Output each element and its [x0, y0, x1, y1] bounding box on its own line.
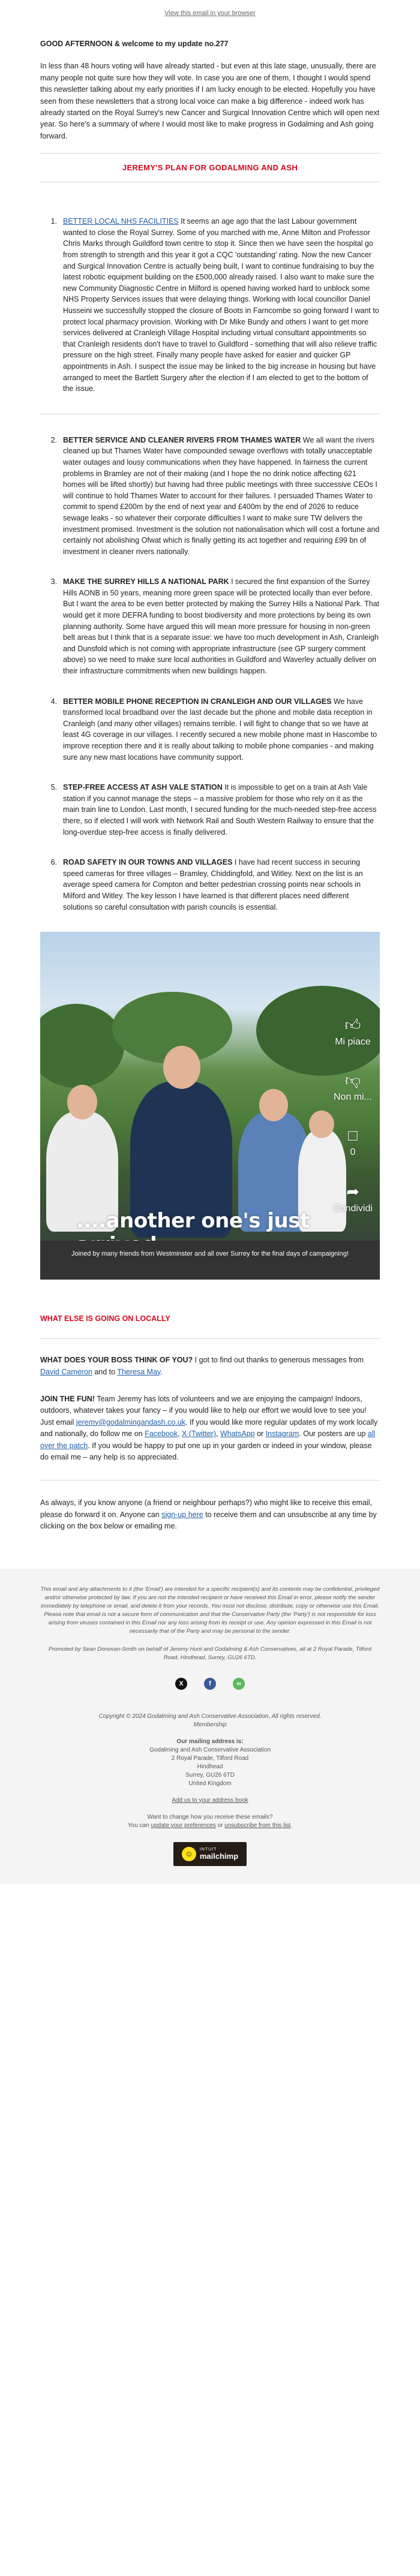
disclaimer: This email and any attachments to it (the 'Email') are intended for a specific recipient(s) and its contents may be confidential, privileged and/or otherwise protected by law. If you are not the intended recipient or have received this Email in error, please notify the sender immediately by telephone or email, and delete it from your records. You must not disclose, distribute, copy or otherwise use this Email. Please note that email is not a secure form of communication and that the Conservative Party (the 'Party') is not responsible for loss arising from viruses contained in this Email nor any loss arising from its receipt or use. Any opinion expressed in this Email is not necessarily that of the Party and may be personal to the sender.	[40, 1585, 380, 1635]
signup-link[interactable]: sign-up here	[161, 1510, 203, 1519]
plan-item-body: We have transformed local broadband over the last decade but the phone and mobile data reception in Cranleigh (and many other villages) remains terrible. I will fight to change that so we have at least 4G coverage in our villages. I recently secured a new mobile phone mast in Hascombe to improve reception there and it is really about talking to mobile phone companies - and making sure any new mast locations have community support.	[63, 697, 377, 762]
plan-item-body: We all want the rivers cleaned up but Thames Water have compounded sewage overflows with totally unacceptable water outages and lousy communications when they have happened. In fairness the current problems in Bramley are not of their making (and I hope the no drink notice affecting 621 homes will be lifted shortly) but having had three public meetings with three successive CEOs I will continue to hold Thames Water to account for their failures. I persuaded Thames Water to commit to spend £200m by the end of next year and £400m by the end of 2026 to reduce sewage leaks - so whatever their corporate difficulties I want to make sure TW delivers the investment promised. Investment is the solution not nationalisation which will cost a fortune and certainly not abolishing Ofwat which is finally getting its act together and requiring £99 bn of investment in cleaner rivers nationally.	[63, 435, 380, 556]
address-line: Godalming and Ash Conservative Association	[149, 1746, 271, 1753]
join-text: ,	[178, 1430, 182, 1439]
closing-paragraph	[40, 1497, 380, 1532]
plan-list	[40, 216, 380, 913]
join-paragraph	[40, 1394, 380, 1463]
email-link[interactable]: jeremy@godalmingandash.co.uk	[76, 1418, 185, 1427]
posters-link[interactable]: all over the patch	[40, 1430, 376, 1450]
plan-item	[40, 782, 380, 838]
video-overlay-text: ....another one's just	[76, 1209, 310, 1233]
plan-item-body: I secured the first expansion of the Surrey Hills AONB in 50 years, meaning more green space will be protected locally than ever before. But I want the area to be even better protected by making the Surrey Hills a National Park. That would get it more DEFRA funding to boost biodiversity and more protections by being its own planning authority. Some have argued this will mean more pressure for housing in non-green belt areas but I think that is a separate issue: we have too much development in Ash, Cranleigh and Dunsfold which is not coming with appropriate infrastructure (see GP surgery comment above) so we need to make sure local authorities in Guildford and Waverley actually deliver on their infrastructure commitments when new buildings happen.	[63, 577, 380, 676]
plan-item-heading: MAKE THE SURREY HILLS A NATIONAL PARK	[63, 577, 229, 586]
address-book-row	[40, 1796, 380, 1805]
plan-item	[40, 696, 380, 763]
comments-count: 0	[350, 1147, 356, 1158]
else-heading: WHAT ELSE IS GOING ON LOCALLY	[40, 1314, 170, 1323]
thumbs-up-icon: 👍︎	[344, 1016, 361, 1034]
plan-item	[40, 216, 380, 395]
spacer	[40, 1788, 380, 1796]
top-bar	[0, 0, 420, 30]
person-head	[259, 1089, 288, 1121]
copyright: Copyright © 2024 Godalming and Ash Conservative Association, All rights reserved.	[98, 1713, 322, 1720]
plan-item-number: 5.	[50, 783, 57, 792]
plan-item-number: 3.	[50, 577, 57, 586]
person-head	[67, 1085, 97, 1120]
thumbs-down-icon: 👎︎	[344, 1071, 361, 1090]
person-head	[309, 1111, 334, 1138]
mailchimp-label: mailchimp	[199, 1851, 239, 1861]
social-links	[40, 1678, 380, 1690]
mailchimp-wordmark	[200, 1847, 238, 1861]
membership: Membership	[193, 1721, 227, 1728]
campaign-photo	[40, 932, 380, 1280]
plan-item-text	[63, 782, 380, 838]
join-text: or	[254, 1430, 266, 1439]
prefs-text: .	[290, 1822, 293, 1829]
spacer	[40, 1729, 380, 1738]
plan-item-heading: BETTER SERVICE AND CLEANER RIVERS FROM THAMES WATER	[63, 435, 301, 444]
instagram-link[interactable]: Instagram	[265, 1430, 299, 1439]
email-body	[0, 38, 420, 1533]
join-text: ,	[216, 1430, 220, 1439]
theresa-may-link[interactable]: Theresa May	[117, 1367, 161, 1376]
twitter-link[interactable]: X (Twitter)	[182, 1430, 216, 1439]
address-line: United Kingdom	[188, 1780, 232, 1787]
change-prefs-text: Want to change how you receive these emails?	[147, 1813, 273, 1820]
plan-item-number: 1.	[50, 217, 57, 226]
boss-heading: WHAT DOES YOUR BOSS THINK OF YOU?	[40, 1356, 193, 1365]
boss-text: .	[160, 1367, 163, 1376]
address-line: 2 Royal Parade, Tilford Road	[171, 1755, 249, 1762]
comments-control[interactable]	[332, 1126, 374, 1158]
david-cameron-link[interactable]: David Cameron	[40, 1367, 92, 1376]
unsubscribe-link[interactable]: unsubscribe from this list	[224, 1822, 291, 1829]
prefs-text: You can	[127, 1822, 151, 1829]
plan-item-number: 6.	[50, 858, 57, 867]
plan-item-text	[63, 857, 380, 913]
intro-text: In less than 48 hours voting will have already started - but even at this late stage, unusually, there are many people not quite sure how they will vote. In case you are one of them, I thought I would spend this newsletter talking about my early priorities if I am lucky enough to be elected. Hopefully you have seen from these newsletters that a strong local voice can make a big difference - indeed work has already started on the Royal Surrey's new Cancer and Surgical Innovation Centre which will open next year. So here's a summary of where I would most like to make progress in Godalming and Ash going forward.	[40, 62, 380, 140]
join-text: Team Jeremy has lots of volunteers and we are enjoying the campaign! Indoors, outdoors, whatever takes your fancy – if you would like to help our effort we would love to see you! Just email	[40, 1394, 367, 1427]
update-preferences-link[interactable]: update your preferences	[151, 1822, 216, 1829]
spacer	[40, 1805, 380, 1813]
intuit-label: INTUIT	[199, 1847, 217, 1852]
plan-item-text	[63, 435, 380, 558]
add-address-book-link[interactable]: Add us to your address book	[172, 1796, 248, 1804]
facebook-link[interactable]: Facebook	[145, 1430, 178, 1439]
x-twitter-icon[interactable]: X	[175, 1678, 187, 1690]
share-icon: ➦	[346, 1182, 359, 1201]
plan-item-number: 4.	[50, 697, 57, 706]
plan-item-text	[63, 576, 380, 676]
plan-item-text	[63, 216, 380, 395]
plan-item-number: 2.	[50, 435, 57, 444]
boss-text: and to	[92, 1367, 118, 1376]
plan-item	[40, 857, 380, 913]
address-line: Surrey, GU26 6TD	[185, 1771, 235, 1778]
promoted-by: Promoted by Sean Donovan-Smith on behalf of Jeremy Hunt and Godalming & Ash Conservatives, all at 2 Royal Parade, Tilford Road, Hindhead, Surrey, GU26 6TD.	[48, 1645, 372, 1661]
join-heading: JOIN THE FUN!	[40, 1394, 95, 1403]
website-icon[interactable]: ∞	[233, 1678, 245, 1690]
plan-item-text	[63, 696, 380, 763]
comment-icon: □	[348, 1126, 358, 1145]
plan-item	[40, 435, 380, 558]
join-text: . Our posters are up	[299, 1430, 368, 1439]
plan-item-body: It is impossible to get on a train at Ash Vale station if you cannot manage the steps – a massive problem for those who rely on it as the main train line to London. Last month, I secured funding for the much-needed step-free access there, so if elected I will work with Network Rail and South Western Railway to ensure that the long-overdue step-free access is finally delivered.	[63, 783, 377, 836]
plan-item-heading: ROAD SAFETY IN OUR TOWNS AND VILLAGES	[63, 858, 233, 867]
greeting: GOOD AFTERNOON & welcome to my update no.277	[40, 40, 229, 48]
like-control[interactable]	[332, 1016, 374, 1048]
plan-heading: JEREMY'S PLAN FOR GODALMING AND ASH	[40, 153, 380, 182]
mailchimp-logo-icon: ☺	[182, 1847, 196, 1861]
join-text: . If you would like more regular updates of my work locally and nationally, do follow me on	[40, 1418, 378, 1439]
dislike-label: Non mi...	[333, 1092, 372, 1103]
join-text: . If you would be happy to put one up in your garden or indeed in your window, please do email me – any help is so appreciated.	[40, 1441, 372, 1461]
dislike-control[interactable]	[332, 1071, 374, 1103]
footer	[0, 1569, 420, 1884]
mailchimp-badge[interactable]	[173, 1842, 247, 1866]
prefs-row	[40, 1822, 380, 1830]
closing-text: to receive them and can unsubscribe at any time by clicking on the box below or emailing me.	[40, 1510, 377, 1531]
divider	[40, 1338, 380, 1339]
tree	[40, 1004, 124, 1088]
photo-caption: Joined by many friends from Westminster and all over Surrey for the final days of campaigning!	[40, 1241, 380, 1280]
closing-text: As always, if you know anyone (a friend or neighbour perhaps?) who might like to receive this email, please do forward it on. Anyone can	[40, 1498, 373, 1519]
view-in-browser-link[interactable]: View this email in your browser	[164, 10, 256, 17]
facebook-icon[interactable]: f	[204, 1678, 216, 1690]
address-line: Hindhead	[197, 1763, 223, 1770]
like-label: Mi piace	[335, 1037, 371, 1048]
plan-item-body: It seems an age ago that the last Labour government wanted to close the Royal Surrey. Some of you marched with me, Anne Milton and Professor Chris Marks through Guildford town centre to stop it. Since then we have seen the hospital go from strength to strength and this year it got a CQC 'outstanding' rating. Now the new Cancer and Surgical Innovation Centre is actually being built, I want to continue fundraising to buy the latest robotic equipment building on the £500,000 already raised. I also want to make sure the new Community Diagnostic Centre in Milford is opened having worked hard to unblock some NHS Property Services issues that were delaying things. Working with local councillor Daniel Husseini we successfully stopped the closure of Boots in Farncombe so going forward I want to protect local pharmacy provision. Working with Dr Mike Bundy and others I want to get more services delivered at Cranleigh Village Hospital including virtual consultant appointments so that Cranleigh residents don't have to travel to Guildford - something that will also relieve traffic pressure on the high street. Finally many people have asked for easier and quicker GP appointments in Ash. I suspect the issue may be linked to the big increase in housing but have arranged to meet the Bartlett Surgery after the election if I am elected to get to the bottom of the issue.	[63, 217, 379, 393]
boss-text: I got to find out thanks to generous messages from	[193, 1356, 364, 1365]
plan-item	[40, 576, 380, 676]
prefs-text: or	[215, 1822, 225, 1829]
mailing-label: Our mailing address is:	[176, 1738, 244, 1745]
boss-paragraph	[40, 1355, 380, 1378]
share-label: Condividi	[333, 1203, 373, 1214]
nhs-facilities-link[interactable]: BETTER LOCAL NHS FACILITIES	[63, 217, 179, 226]
plan-item-body: I have had recent success in securing speed cameras for three villages – Bramley, Chiddingfold, and Witley. Next on the list is an average speed camera for Compton and better pedestrian crossing points near schools in Milford and Witley. The key lesson I have learned is that different places need different solutions so careful consultation with parish councils is essential.	[63, 858, 363, 911]
plan-item-heading: STEP-FREE ACCESS AT ASH VALE STATION	[63, 783, 223, 792]
plan-item-heading: BETTER MOBILE PHONE RECEPTION IN CRANLEIGH AND OUR VILLAGES	[63, 697, 332, 706]
whatsapp-link[interactable]: WhatsApp	[220, 1430, 255, 1439]
person-head	[163, 1046, 200, 1089]
